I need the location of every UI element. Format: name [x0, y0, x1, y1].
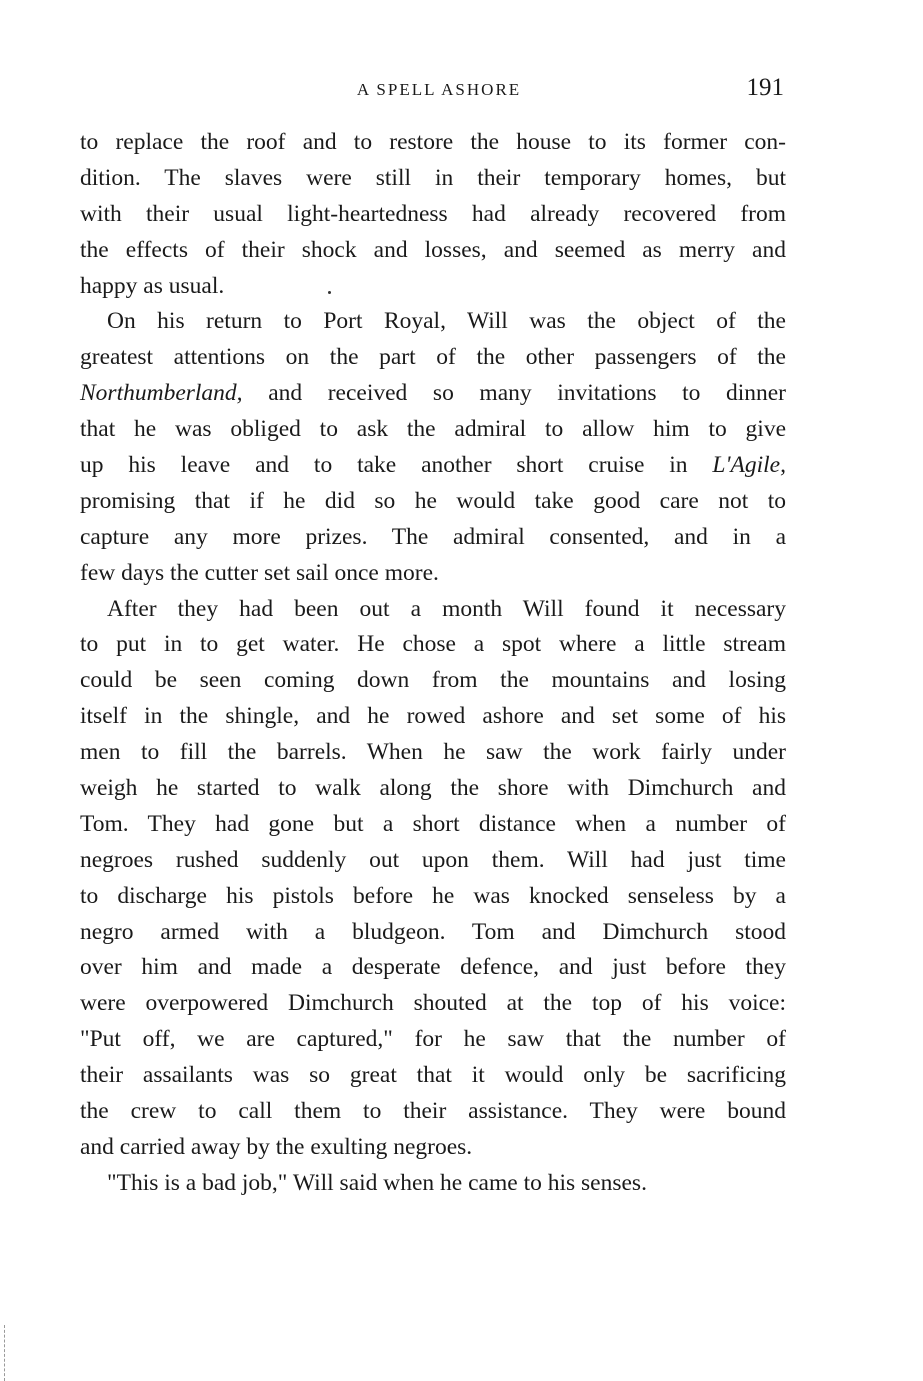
text-line: the crew to call them to their assistance. They were bound	[80, 1098, 786, 1125]
text-line: greatest attentions on the part of the other passengers of the	[80, 344, 786, 371]
text-line: On his return to Port Royal, Will was the object of the	[107, 308, 786, 335]
running-title: A SPELL ASHORE	[356, 80, 522, 99]
text-line: to replace the roof and to restore the house to its former con-	[80, 129, 786, 155]
text-line: promising that if he did so he would take good care not to	[80, 487, 786, 514]
page-number: 191	[746, 74, 784, 101]
text-line: to put in to get water. He chose a spot where a little stream	[80, 631, 786, 658]
text-line: negroes rushed suddenly out upon them. Will had just time	[80, 846, 786, 873]
text-line: over him and made a desperate defence, and just before they	[80, 954, 786, 981]
body-text	[80, 125, 786, 1202]
text-fragment: and received so many invitations to dinner	[268, 380, 787, 407]
text-line: their assailants was so great that it would only be sacrificing	[80, 1062, 786, 1089]
text-line: were overpowered Dimchurch shouted at the top of his voice:	[80, 990, 786, 1017]
text-line: "Put off, we are captured," for he saw that the number of	[80, 1026, 786, 1053]
text-line: few days the cutter set sail once more.	[80, 559, 439, 586]
text-line	[80, 376, 786, 412]
text-fragment: up his leave and to take another short cruise in	[80, 452, 688, 479]
text-line: to discharge his pistols before he was knocked senseless by a	[80, 882, 786, 909]
text-line: the effects of their shock and losses, and seemed as merry and	[80, 236, 786, 263]
text-line: with their usual light-heartedness had already recovered from	[80, 200, 786, 227]
print-speck	[328, 291, 331, 294]
text-line: happy as usual.	[80, 272, 225, 299]
text-line: negro armed with a bludgeon. Tom and Dimchurch stood	[80, 918, 786, 945]
ship-name: Northumberland,	[80, 380, 243, 407]
ship-name: L'Agile,	[712, 452, 786, 479]
text-line: could be seen coming down from the mountains and losing	[80, 667, 786, 694]
scan-edge-marks	[4, 1325, 7, 1381]
text-line: After they had been out a month Will found it necessary	[107, 595, 786, 622]
text-line: and carried away by the exulting negroes.	[80, 1133, 473, 1160]
text-line: capture any more prizes. The admiral consented, and in a	[80, 523, 786, 550]
text-line: itself in the shingle, and he rowed ashore and set some of his	[80, 703, 786, 730]
text-line: that he was obliged to ask the admiral to allow him to give	[80, 416, 786, 443]
text-line: "This is a bad job," Will said when he came to his senses.	[107, 1169, 647, 1196]
text-line: Tom. They had gone but a short distance when a number of	[80, 810, 786, 837]
text-line: men to fill the barrels. When he saw the work fairly under	[80, 739, 786, 766]
text-line: dition. The slaves were still in their temporary homes, but	[80, 164, 786, 191]
running-head	[80, 74, 786, 106]
text-line	[80, 448, 786, 484]
text-line: weigh he started to walk along the shore with Dimchurch and	[80, 775, 786, 802]
